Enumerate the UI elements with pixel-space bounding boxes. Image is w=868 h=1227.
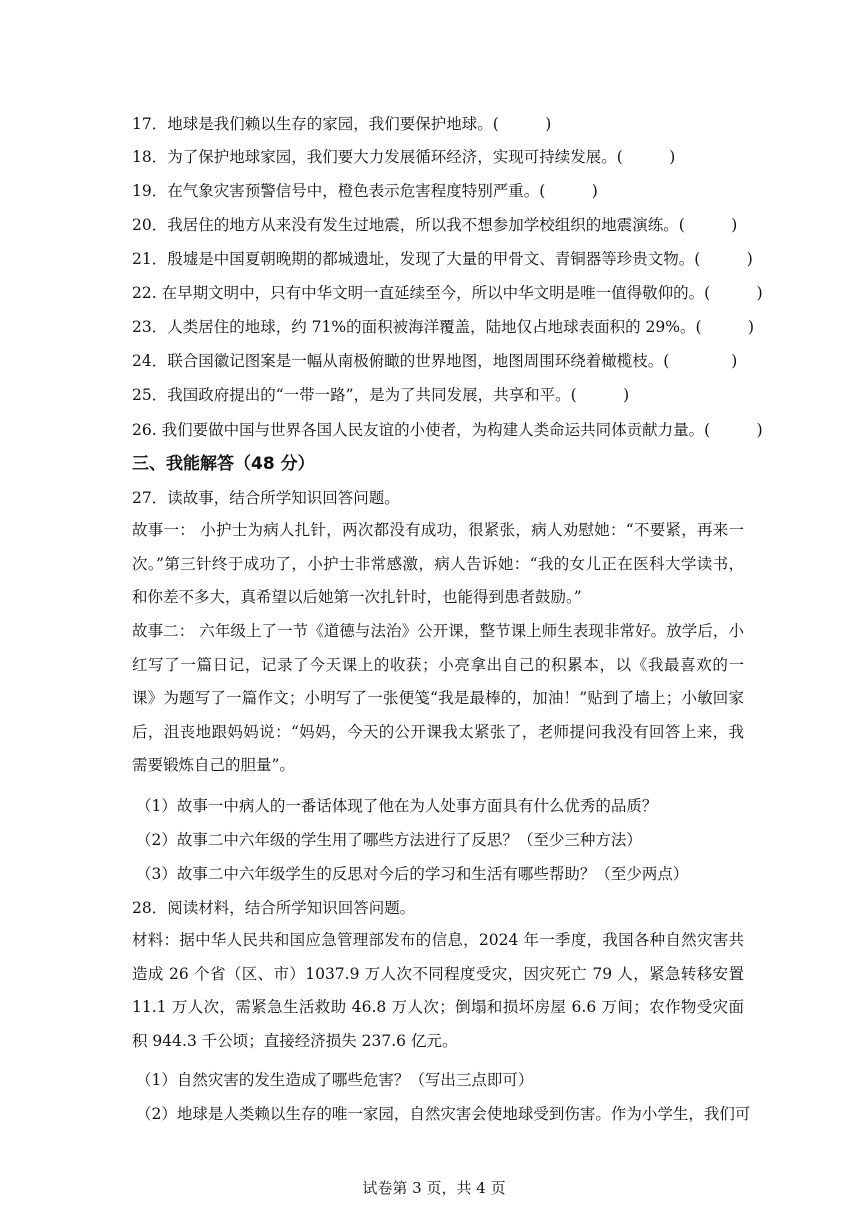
question-28-stem: 28．阅读材料，结合所学知识回答问题。 <box>132 899 416 917</box>
question-27-sub-3: （3）故事二中六年级学生的反思对今后的学习和生活有哪些帮助？（至少两点） <box>136 865 689 883</box>
question-20: 20．我居住的地方从来没有发生过地震，所以我不想参加学校组织的地震演练。( ) <box>132 216 738 234</box>
question-19: 19．在气象灾害预警信号中，橙色表示危害程度特别严重。( ) <box>132 182 598 200</box>
question-25: 25．我国政府提出的“一带一路”，是为了共同发展，共享和平。( ) <box>132 386 630 404</box>
question-22: 22. 在早期文明中，只有中华文明一直延续至今，所以中华文明是唯一值得敬仰的。( ) <box>132 284 763 302</box>
question-26: 26. 我们要做中国与世界各国人民友谊的小使者，为构建人类命运共同体贡献力量。( ) <box>132 421 763 439</box>
material-text: 材料：据中华人民共和国应急管理部发布的信息，2024 年一季度，我国各种自然灾害共造成 26 个省（区、市）1037.9 万人次不同程度受灾，因灾死亡 79 人，紧急转移安置 11.1 万人次，需紧急生活救助 46.8 万人次；倒塌和损坏房屋 6.6 万间；农作物受灾面积 944.3 千公顷；直接经济损失 237.6 亿元。 <box>132 931 744 1050</box>
section-title: 三、我能解答（48 分） <box>132 454 315 474</box>
question-27-stem: 27．读故事，结合所学知识回答问题。 <box>132 489 400 507</box>
story-two: 故事二： 六年级上了一节《道德与法治》公开课，整节课上师生表现非常好。放学后，小红写了一篇日记，记录了今天课上的收获；小亮拿出自己的积累本，以《我最喜欢的一课》为题写了一篇作文；小明写了一张便笺“我是最棒的，加油！”贴到了墙上；小敏回家后，沮丧地跟妈妈说：“妈妈，今天的公开课我太紧张了，老师提问我没有回答上来，我需要锻炼自己的胆量”。 <box>132 622 744 774</box>
question-23: 23．人类居住的地球，约 71%的面积被海洋覆盖，陆地仅占地球表面积的 29%。( ) <box>132 318 755 336</box>
question-24: 24．联合国徽记图案是一幅从南极俯瞰的世界地图，地图周围环绕着橄榄枝。( ) <box>132 352 738 370</box>
question-28-sub-2: （2）地球是人类赖以生存的唯一家园，自然灾害会使地球受到伤害。作为小学生，我们可 <box>136 1105 751 1123</box>
question-27-sub-1: （1）故事一中病人的一番话体现了他在为人处事方面具有什么优秀的品质？ <box>136 797 658 815</box>
story-one: 故事一： 小护士为病人扎针，两次都没有成功，很紧张，病人劝慰她：“不要紧，再来一次。”第三针终于成功了，小护士非常感激，病人告诉她：“我的女儿正在医科大学读书，和你差不多大，真希望以后她第一次扎针时，也能得到患者鼓励。” <box>132 521 744 606</box>
page-footer: 试卷第 3 页，共 4 页 <box>362 1179 506 1197</box>
question-17: 17．地球是我们赖以生存的家园，我们要保护地球。( ) <box>132 115 552 133</box>
question-28-sub-1: （1）自然灾害的发生造成了哪些危害？（写出三点即可） <box>136 1071 534 1089</box>
question-27-sub-2: （2）故事二中六年级的学生用了哪些方法进行了反思？（至少三种方法） <box>136 831 642 849</box>
question-21: 21．殷墟是中国夏朝晚期的都城遗址，发现了大量的甲骨文、青铜器等珍贵文物。( ) <box>132 250 753 268</box>
question-18: 18．为了保护地球家园，我们要大力发展循环经济，实现可持续发展。( ) <box>132 148 676 166</box>
